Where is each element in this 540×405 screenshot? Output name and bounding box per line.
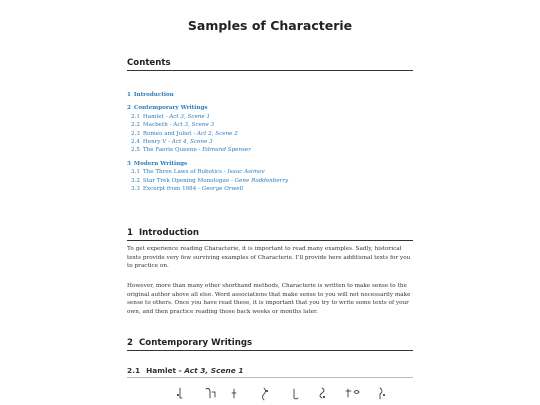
toc-subsection-link[interactable]: 3.2 Star Trek Opening Monologue - Gene Roddenberry bbox=[131, 177, 289, 184]
shorthand-glyphs bbox=[170, 386, 400, 402]
page-title: Samples of Characterie bbox=[187, 18, 353, 33]
toc-section-link[interactable]: 2 Contemporary Writings bbox=[127, 105, 208, 112]
toc-section-link[interactable]: 1 Introduction bbox=[127, 92, 174, 98]
toc-subsection-link[interactable]: 2.1 Hamlet - Act 3, Scene 1 bbox=[131, 113, 211, 120]
toc-subsection-link[interactable]: 2.3 Romeo and Juliet - Act 2, Scene 2 bbox=[131, 130, 238, 137]
intro-paragraph-2: However, more than many other shorthand methods, Characterie is written to make sense to the original author above all else. Word associations that make sense to you will not necessarily make sense to others. Once you have read these, it is important that you try to write some texts of your own, and then practice reading those back weeks or months later. bbox=[127, 283, 411, 315]
section-heading-introduction: 1 Introduction bbox=[127, 228, 413, 241]
toc-subsection-link[interactable]: 3.1 The Three Laws of Robotics - Isaac Asimov bbox=[131, 169, 265, 176]
toc-section-link[interactable]: 3 Modern Writings bbox=[127, 160, 188, 167]
toc-subsection-link[interactable]: 2.2 Macbeth - Act 3, Scene 3 bbox=[131, 122, 215, 129]
toc-subsection-link[interactable]: 2.4 Henry V - Act 4, Scene 3 bbox=[131, 139, 213, 146]
intro-paragraph-1: To get experience reading Characterie, it is important to read many examples. Sadly, historical texts provide very few surviving examples of Characterie. I'll provide here additional texts for you to practice on. bbox=[127, 246, 411, 270]
contents-heading: Contents bbox=[127, 58, 413, 71]
toc-subsection-link[interactable]: 2.5 The Faerie Queene - Edmund Spenser bbox=[131, 147, 251, 154]
table-of-contents bbox=[127, 91, 413, 193]
characterie-glyphs-image bbox=[170, 386, 400, 402]
subsection-heading-hamlet: 2.1 Hamlet - Act 3, Scene 1 bbox=[127, 366, 413, 378]
toc-subsection-link[interactable]: 3.3 Excerpt from 1984 - George Orwell bbox=[131, 186, 244, 193]
section-heading-contemporary: 2 Contemporary Writings bbox=[127, 338, 413, 351]
